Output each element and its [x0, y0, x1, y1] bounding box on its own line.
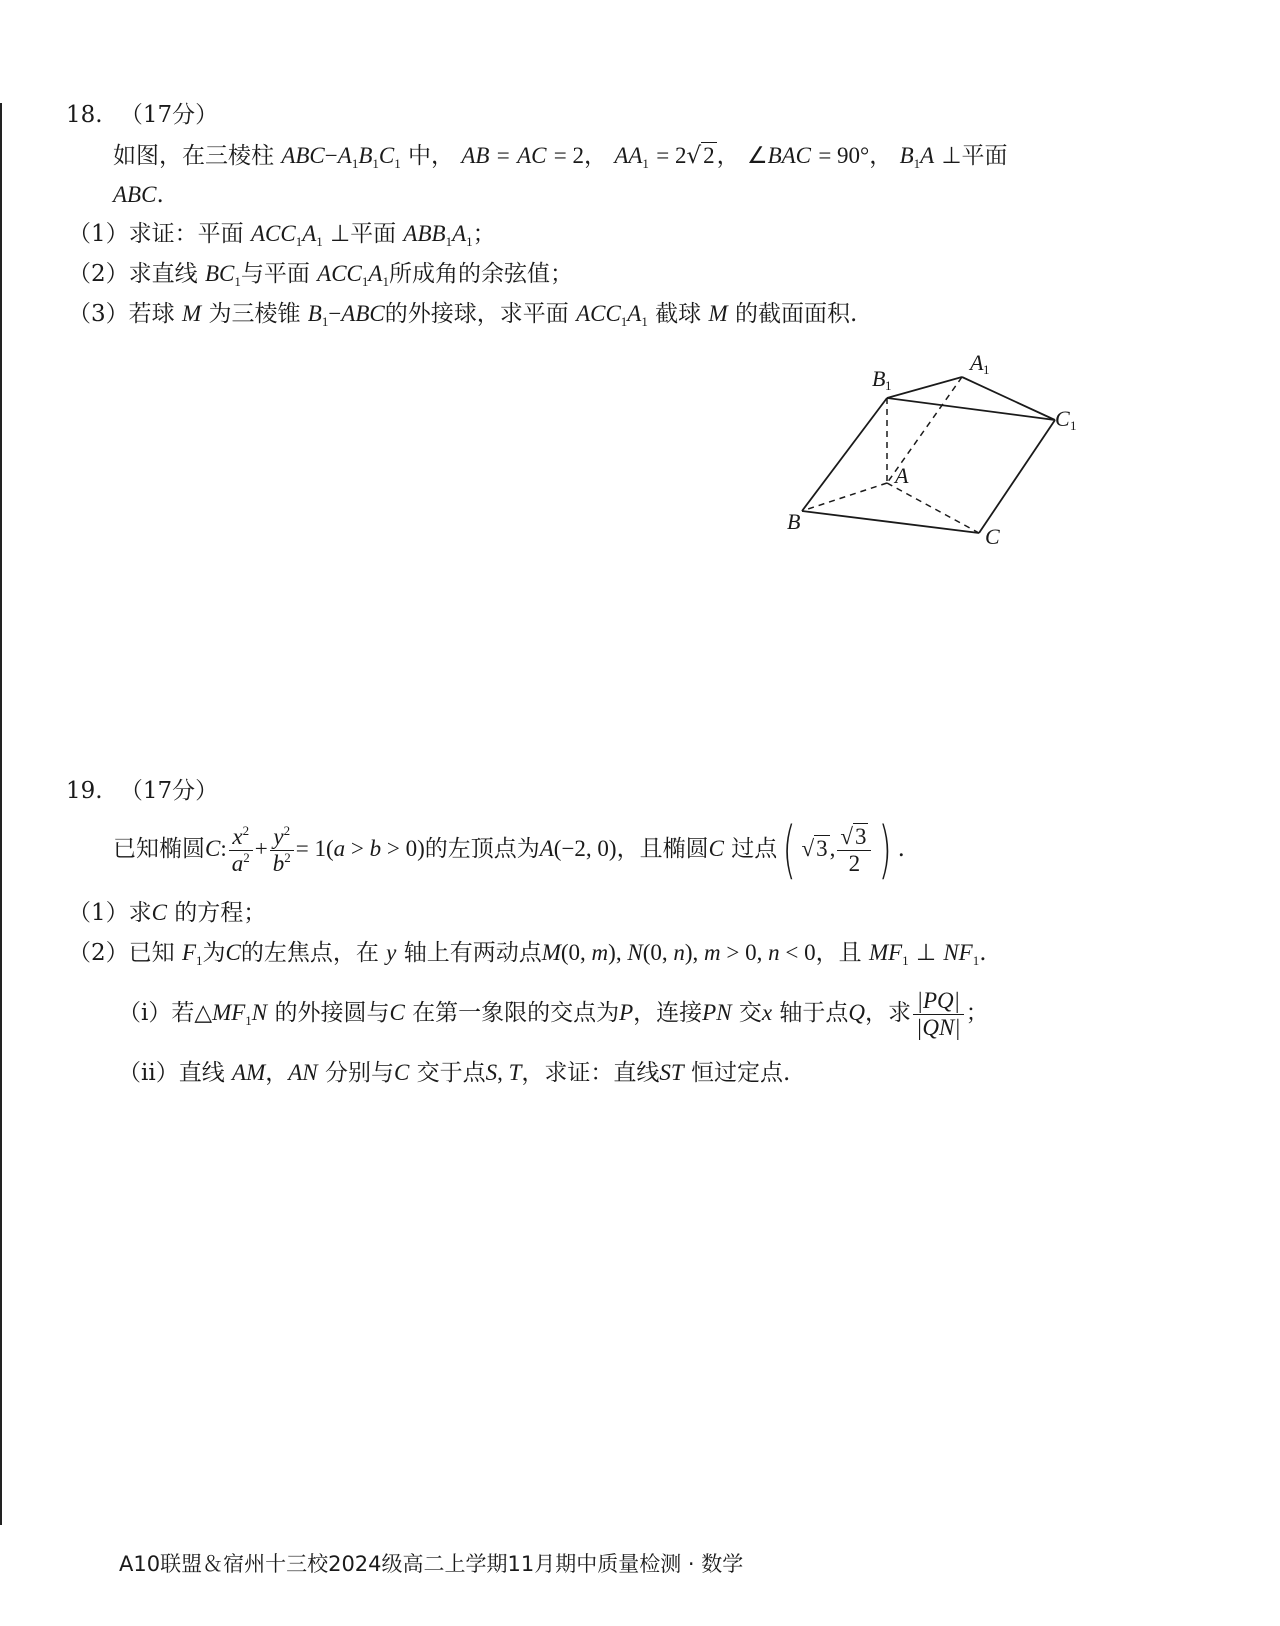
vertex-label-a: A: [895, 463, 909, 488]
q18-stem-text: 如图，在三棱柱: [113, 143, 274, 169]
q18-stem-text: 中，: [408, 143, 455, 169]
q19-part1: （1）求C 的方程；: [68, 900, 267, 926]
edge-b1-b: [802, 398, 887, 511]
q19-stem-text: 的左顶点为: [424, 836, 540, 862]
q18-part3-text: 的外接球，求平面: [384, 301, 569, 327]
vertex-label-c: C: [985, 524, 1000, 549]
q18-part1: （1）求证：平面 $ACC_1A_1$ ⊥平面 $ABB_1A_1$；: [68, 221, 496, 249]
fraction-pq-qn: $\frac{|PQ|}{|QN|}$: [913, 988, 964, 1041]
q19-part2-ii-text: 交于点: [416, 1060, 486, 1086]
q19-part2-text: .: [979, 940, 987, 966]
q19-part2-i-text: ；: [965, 1000, 989, 1026]
q18-part2-text: 所成角的余弦值；: [388, 261, 573, 287]
q19-part2-i-text: ，连接: [633, 1000, 703, 1026]
q18-stem-text: ，: [584, 143, 607, 169]
page-footer: A10联盟＆宿州十三校2024级高二上学期11月期中质量检测 · 数学: [119, 1552, 744, 1576]
q19-part1-text: 求: [128, 900, 152, 926]
q19-part2-text: 的左焦点，在: [240, 940, 379, 966]
q18-part1-text: ；: [472, 221, 496, 247]
q19-part2-text: 轴上有两动点: [403, 940, 542, 966]
q19-part2-i-label: （i）: [118, 1000, 172, 1026]
q18-part1-text: 求证：平面: [128, 221, 244, 247]
q19-part2-ii-text: ，: [265, 1060, 289, 1086]
vertex-label-sub: 1: [1070, 418, 1077, 433]
q19-part2-ii-text: 直线: [178, 1060, 225, 1086]
vertex-label-c1: C: [1055, 406, 1070, 431]
vertex-label-b: B: [787, 509, 801, 534]
q18-number: 18.: [66, 102, 103, 128]
q18-part3-text: 的截面面积.: [734, 301, 858, 327]
q18-stem-text: ，: [869, 143, 893, 169]
q19-part2-label: （2）: [68, 940, 129, 966]
q19-part2-i: （i）若$\triangle MF_1N$ 的外接圆与C 在第一象限的交点为P，连接PN 交x 轴于点Q，求 $\frac{|PQ|}{|QN|}$ ；: [118, 987, 989, 1040]
q19-part2-ii-text: ，求证：直线: [521, 1060, 660, 1086]
vertex-label-a1: A: [970, 350, 984, 375]
edge-b1-a1: [887, 377, 962, 398]
vertex-label-b1: B: [872, 366, 886, 391]
fraction-x2-a2: $\frac{x^2}{a^2}$: [229, 824, 253, 877]
q19-stem-text: 已知椭圆: [113, 836, 205, 862]
q19-part2: （2）已知 $F_1$为C的左焦点，在 y 轴上有两动点M(0, m), N(0, n), m > 0, n < 0，且 $MF_1$ ⊥ $NF_1$.: [68, 940, 987, 968]
q19-part2-i-text: 若: [171, 1000, 195, 1026]
q18-part2-text: 求直线: [128, 261, 198, 287]
q19-part2-ii-label: （ii）: [118, 1060, 179, 1086]
left-margin-rule: [0, 103, 2, 1525]
q19-part2-i-text: 交: [738, 1000, 762, 1026]
q18-part3-text: 若球: [128, 301, 175, 327]
q19-part2-ii: （ii）直线 AM，AN 分别与C 交于点S, T，求证：直线ST 恒过定点.: [118, 1060, 791, 1086]
q19-part2-i-text: 在第一象限的交点为: [412, 1000, 620, 1026]
prism-figure: [780, 340, 1090, 555]
q18-part2: （2）求直线 $BC_1$与平面 $ACC_1A_1$所成角的余弦值；: [68, 261, 573, 289]
q19-part2-i-text: 的外接圆与: [274, 1000, 390, 1026]
q18-stem-text: .: [156, 182, 164, 208]
q19-stem-text: 过点: [731, 836, 778, 862]
q18-part2-label: （2）: [68, 261, 129, 287]
edge-a-b-hidden: [802, 483, 887, 511]
q18-stem-line2: ABC.: [113, 182, 164, 208]
q19-part2-i-text: ，求: [865, 1000, 912, 1026]
q18-stem-line1: 如图，在三棱柱 $ABC-A_1B_1C_1$ 中， AB = AC = 2， $AA_1 = 2√2$， ∠BAC = 90°， $B_1A$ ⊥平面: [113, 143, 1008, 171]
q18-part1-label: （1）: [68, 221, 129, 247]
q19-part2-text: 为: [202, 940, 226, 966]
q18-points: （17分）: [119, 102, 219, 128]
q18-part3-text: 截球: [655, 301, 702, 327]
q19-part2-i-text: 轴于点: [779, 1000, 849, 1026]
q18-stem-text: 平面: [961, 143, 1008, 169]
q19-stem: 已知椭圆C: $\frac{x^2}{a^2}$ + $\frac{y^2}{b^2}$ = 1(a > b > 0)的左顶点为A(−2, 0)，且椭圆C 过点( √3, $\frac{√3}{2}$ ) .: [113, 813, 905, 886]
q19-number: 19.: [66, 778, 103, 804]
q19-stem-text: .: [897, 836, 905, 862]
q19-part2-ii-text: 分别与: [324, 1060, 394, 1086]
q18-part2-text: 与平面: [240, 261, 310, 287]
vertex-label-sub: 1: [885, 378, 892, 393]
q18-part3-label: （3）: [68, 301, 129, 327]
q19-part2-ii-text: 恒过定点.: [691, 1060, 791, 1086]
fraction-y2-b2: $\frac{y^2}{b^2}$: [270, 824, 294, 877]
q18-part1-text: 平面: [350, 221, 397, 247]
q18-part3: （3）若球 M 为三棱锥 $B_1-ABC$的外接球，求平面 $ACC_1A_1$ 截球 M 的截面面积.: [68, 301, 858, 329]
edge-b-c: [802, 511, 979, 533]
q19-part2-text: ，且: [815, 940, 862, 966]
q19-header: [66, 776, 218, 806]
q18-prism-name: ABC: [281, 143, 325, 168]
q18-header: [66, 100, 218, 130]
q18-stem-text: ，: [716, 143, 740, 169]
fraction-sqrt3-2: $\frac{√3}{2}$: [837, 824, 871, 877]
q19-points: （17分）: [119, 778, 219, 804]
vertex-label-sub: 1: [983, 362, 990, 377]
q19-part1-text: 的方程；: [174, 900, 267, 926]
edge-c1-c: [979, 420, 1055, 533]
edge-a-c-hidden: [887, 483, 979, 533]
q19-part2-text: 已知: [128, 940, 175, 966]
q19-stem-text: ，且椭圆: [616, 836, 709, 862]
q18-part3-text: 为三棱锥: [208, 301, 301, 327]
q19-part1-label: （1）: [68, 900, 129, 926]
